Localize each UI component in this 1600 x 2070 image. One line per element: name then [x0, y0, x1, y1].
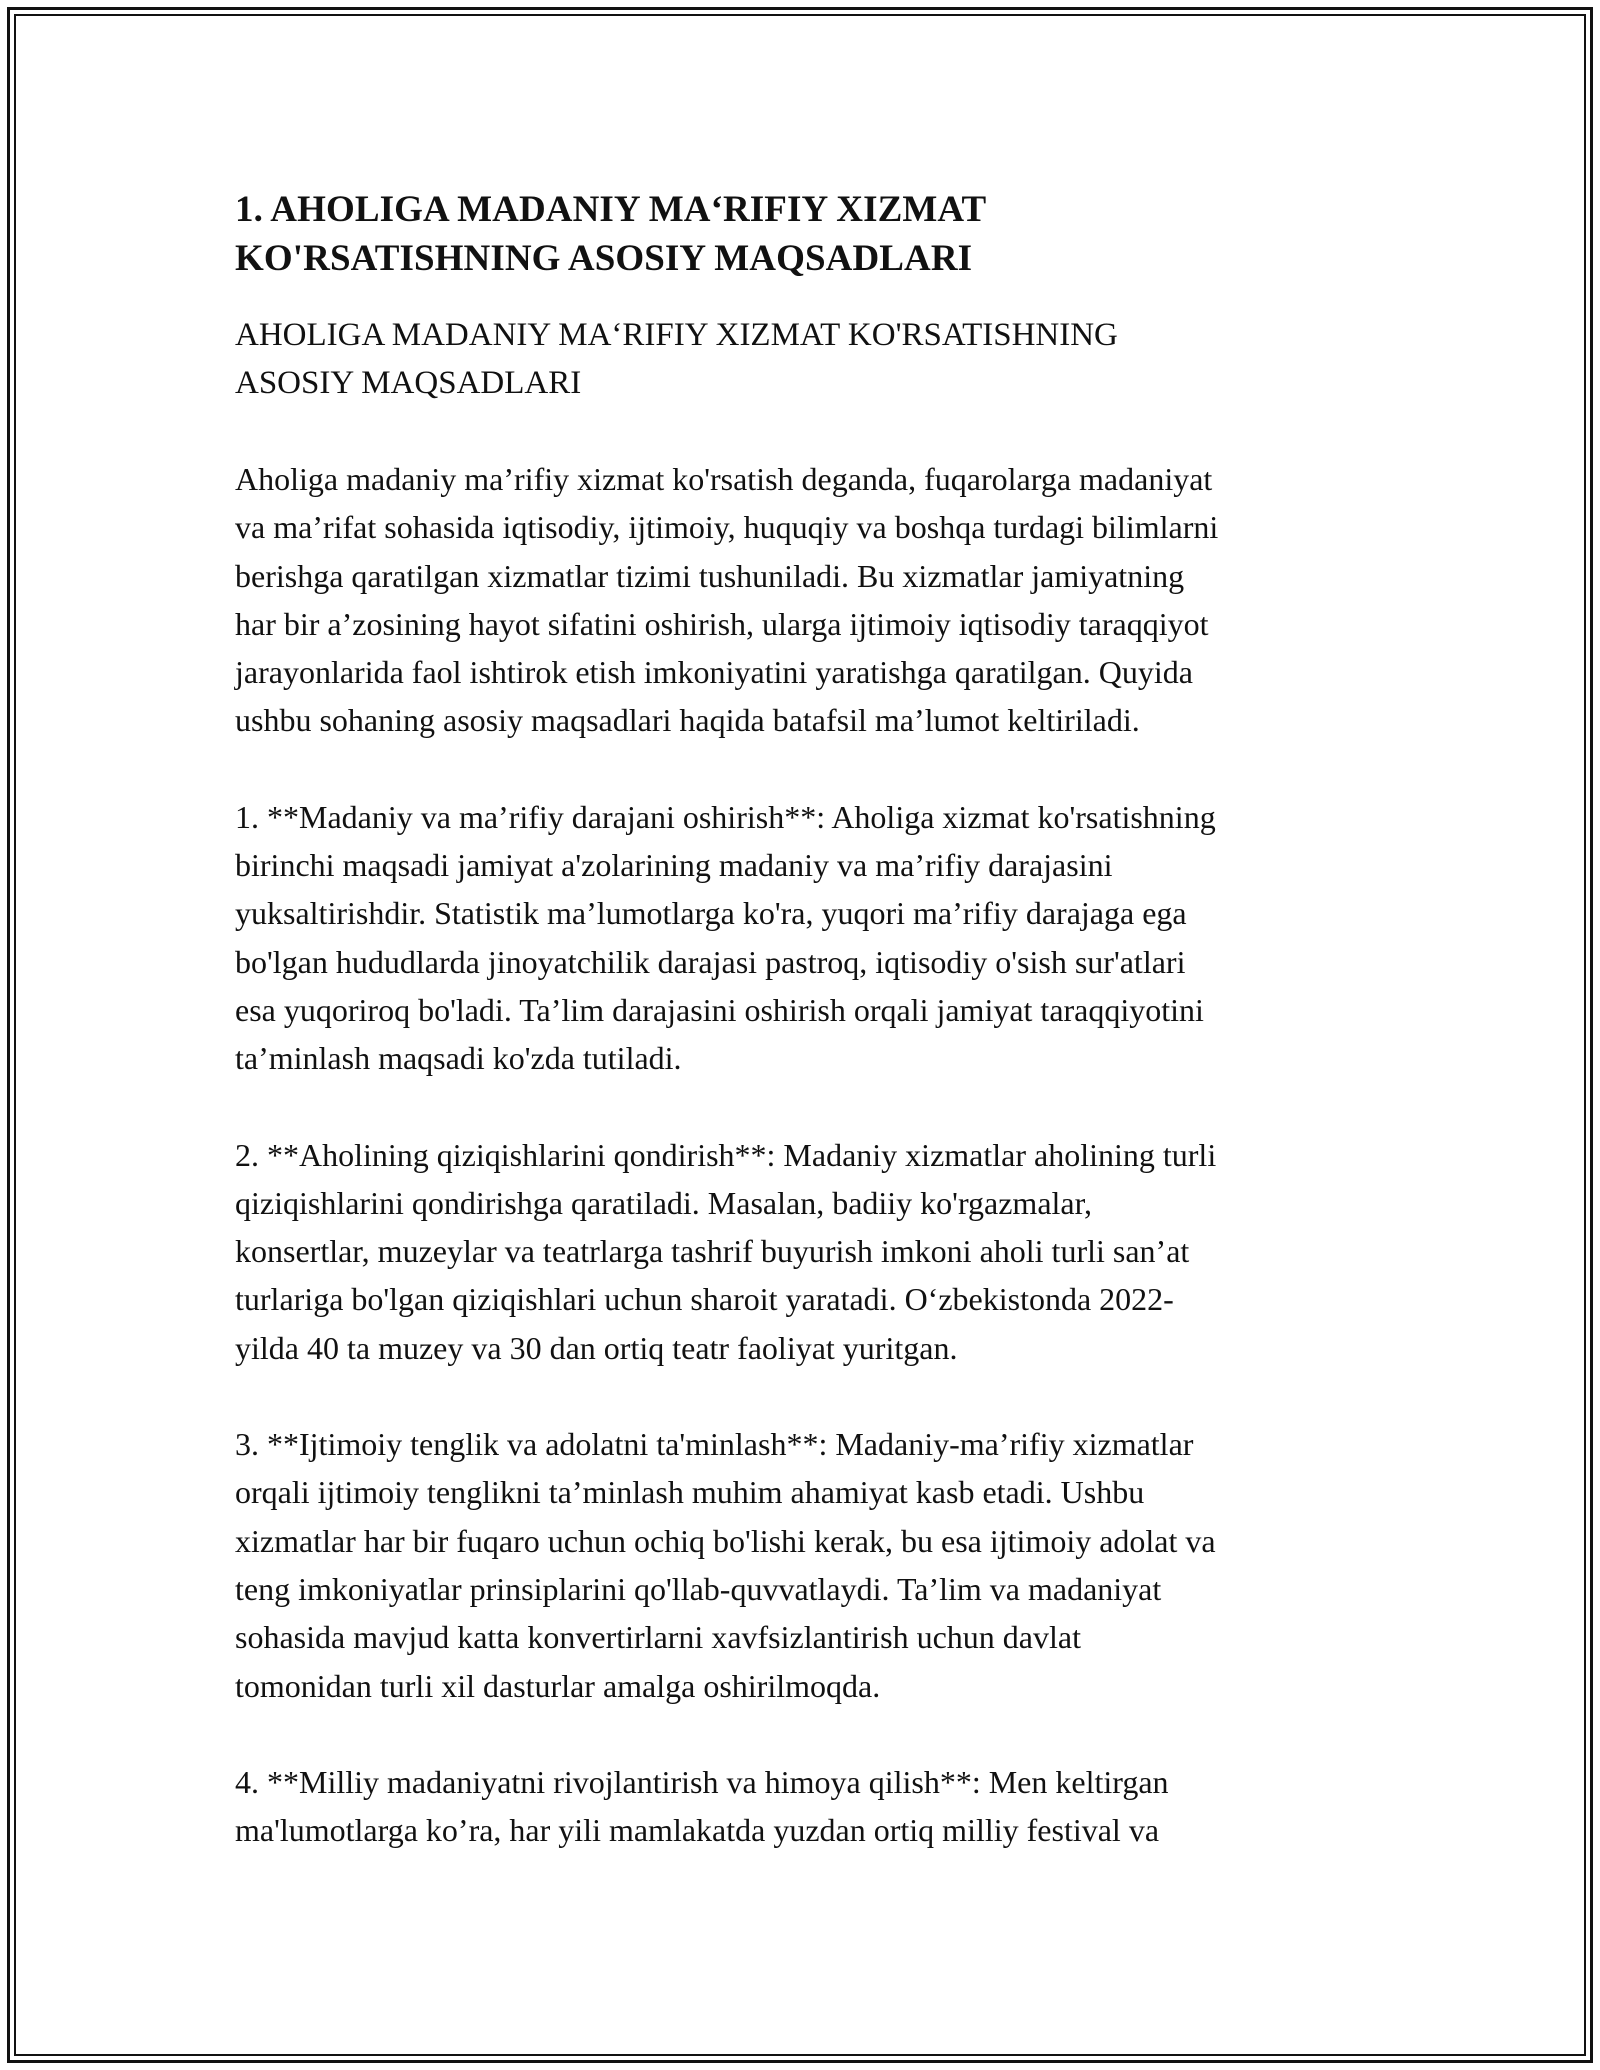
subtitle-line: ASOSIY MAQSADLARI	[235, 365, 582, 401]
paragraph-line: 1. **Madaniy va ma’rifiy darajani oshirish**: Aholiga xizmat ko'rsatishning	[235, 798, 1216, 835]
goal-1-paragraph	[235, 793, 1375, 1083]
paragraph-line: yuksaltirishdir. Statistik ma’lumotlarga ko'ra, yuqori ma’rifiy darajaga ega	[235, 895, 1187, 932]
paragraph-line: esa yuqoriroq bo'ladi. Ta’lim darajasini oshirish orqali jamiyat taraqqiyotini	[235, 991, 1204, 1028]
paragraph-line: tomonidan turli xil dasturlar amalga oshirilmoqda.	[235, 1667, 881, 1704]
paragraph-line: bo'lgan hududlarda jinoyatchilik darajasi pastroq, iqtisodiy o'sish sur'atlari	[235, 943, 1186, 980]
paragraph-line: har bir a’zosining hayot sifatini oshirish, ularga ijtimoiy iqtisodiy taraqqiyot	[235, 605, 1209, 642]
paragraph-line: yilda 40 ta muzey va 30 dan ortiq teatr faoliyat yuritgan.	[235, 1329, 958, 1366]
paragraph-line: qiziqishlarini qondirishga qaratiladi. Masalan, badiiy ko'rgazmalar,	[235, 1184, 1092, 1221]
document-title	[235, 185, 1375, 283]
title-line: KO'RSATISHNING ASOSIY MAQSADLARI	[235, 238, 973, 279]
paragraph-line: ta’minlash maqsadi ko'zda tutiladi.	[235, 1040, 682, 1077]
paragraph-line: konsertlar, muzeylar va teatrlarga tashrif buyurish imkoni aholi turli san’at	[235, 1233, 1190, 1270]
paragraph-line: berishga qaratilgan xizmatlar tizimi tushuniladi. Bu xizmatlar jamiyatning	[235, 557, 1185, 594]
paragraph-line: 4. **Milliy madaniyatni rivojlantirish va himoya qilish**: Men keltirgan	[235, 1763, 1169, 1800]
document-subtitle	[235, 311, 1375, 407]
paragraph-line: birinchi maqsadi jamiyat a'zolarining madaniy va ma’rifiy darajasini	[235, 847, 1113, 884]
paragraph-line: sohasida mavjud katta konvertirlarni xavfsizlantirish uchun davlat	[235, 1619, 1081, 1656]
paragraph-line: 2. **Aholining qiziqishlarini qondirish**: Madaniy xizmatlar aholining turli	[235, 1136, 1217, 1173]
paragraph-line: va ma’rifat sohasida iqtisodiy, ijtimoiy, huquqiy va boshqa turdagi bilimlarni	[235, 509, 1219, 546]
paragraph-line: teng imkoniyatlar prinsiplarini qo'llab-quvvatlaydi. Ta’lim va madaniyat	[235, 1570, 1162, 1607]
goal-2-paragraph	[235, 1131, 1375, 1372]
paragraph-line: turlariga bo'lgan qiziqishlari uchun sharoit yaratadi. O‘zbekistonda 2022-	[235, 1281, 1174, 1318]
paragraph-line: orqali ijtimoiy tenglikni ta’minlash muhim ahamiyat kasb etadi. Ushbu	[235, 1474, 1145, 1511]
subtitle-line: AHOLIGA MADANIY MA‘RIFIY XIZMAT KO'RSATISHNING	[235, 317, 1118, 353]
paragraph-line: Aholiga madaniy ma’rifiy xizmat ko'rsatish deganda, fuqarolarga madaniyat	[235, 461, 1213, 497]
paragraph-line: xizmatlar har bir fuqaro uchun ochiq bo'lishi kerak, bu esa ijtimoiy adolat va	[235, 1522, 1216, 1559]
intro-paragraph	[235, 455, 1375, 745]
title-line: 1. AHOLIGA MADANIY MA‘RIFIY XIZMAT	[235, 189, 987, 230]
goal-4-paragraph	[235, 1758, 1375, 1855]
paragraph-line: ma'lumotlarga ko’ra, har yili mamlakatda yuzdan ortiq milliy festival va	[235, 1812, 1160, 1849]
paragraph-line: jarayonlarida faol ishtirok etish imkoniyatini yaratishga qaratilgan. Quyida	[235, 654, 1193, 691]
document-page	[235, 185, 1375, 1854]
paragraph-line: ushbu sohaning asosiy maqsadlari haqida batafsil ma’lumot keltiriladi.	[235, 702, 1140, 739]
goal-3-paragraph	[235, 1420, 1375, 1710]
paragraph-line: 3. **Ijtimoiy tenglik va adolatni ta'minlash**: Madaniy-ma’rifiy xizmatlar	[235, 1426, 1194, 1463]
